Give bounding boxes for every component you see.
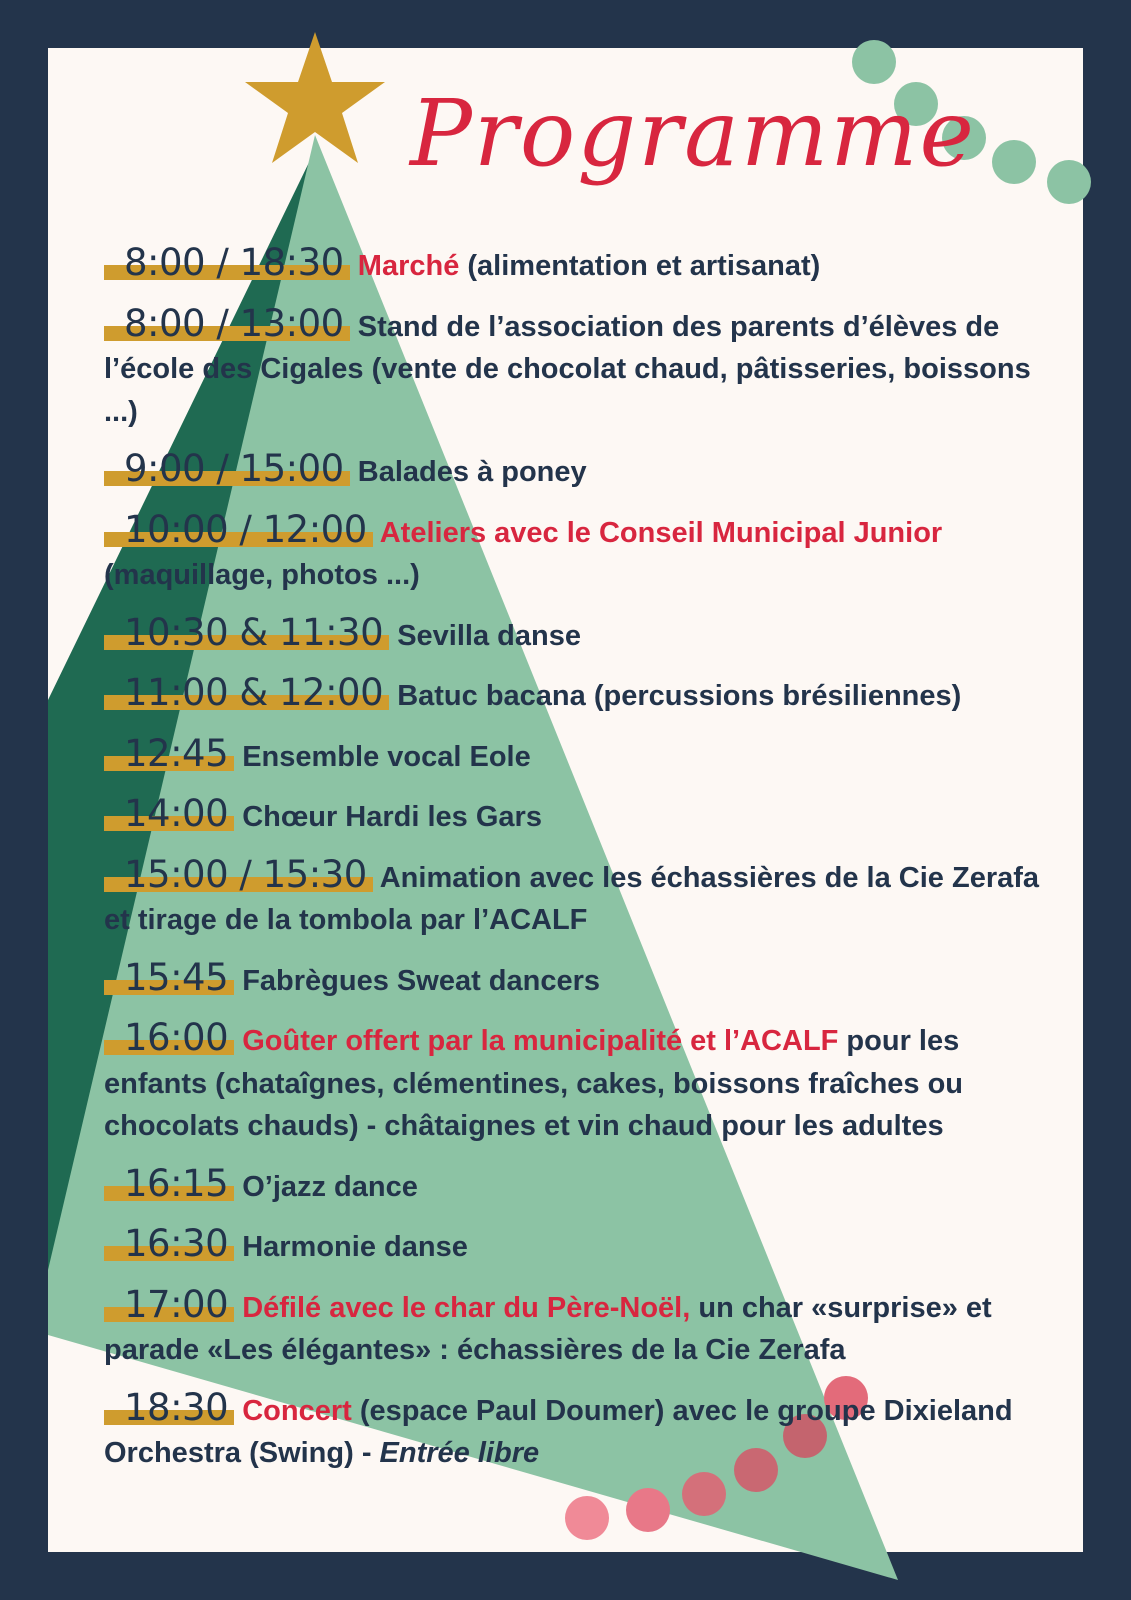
program-time: 16:00 bbox=[104, 1017, 234, 1059]
program-highlight: Concert bbox=[242, 1394, 352, 1427]
program-description: Animation avec les échassières de la Cie Zerafa et tirage de la tombola par l’ACALF bbox=[104, 861, 1040, 936]
program-time: 11:00 & 12:00 bbox=[104, 672, 389, 714]
program-entry bbox=[104, 509, 1044, 597]
program-time: 9:00 / 15:00 bbox=[104, 448, 350, 490]
program-entry bbox=[104, 303, 1044, 434]
program-description: Stand de l’association des parents d’élèves de l’école des Cigales (vente de chocolat chaud, pâtisseries, boissons ...) bbox=[104, 310, 1031, 428]
program-description: Batuc bacana (percussions brésiliennes) bbox=[397, 680, 962, 712]
program-entry bbox=[104, 612, 1044, 658]
program-entry bbox=[104, 1284, 1044, 1372]
program-description: Chœur Hardi les Gars bbox=[242, 801, 542, 833]
program-description: O’jazz dance bbox=[242, 1170, 418, 1203]
program-entry bbox=[104, 793, 1044, 839]
program-entry bbox=[104, 448, 1044, 494]
program-entry bbox=[104, 733, 1044, 779]
program-entry bbox=[104, 1163, 1044, 1209]
program-entry bbox=[104, 957, 1044, 1003]
program-description: pour les enfants (chataîgnes, clémentines, cakes, boissons fraîches ou chocolats chauds) - châtaignes et vin chaud pour les adultes bbox=[104, 1025, 964, 1142]
program-highlight: Goûter offert par la municipalité et l’ACALF bbox=[242, 1025, 839, 1057]
program-highlight: Marché bbox=[357, 250, 460, 282]
program-description: Sevilla danse bbox=[397, 619, 581, 652]
program-time: 15:00 / 15:30 bbox=[104, 854, 373, 896]
program-highlight: Défilé avec le char du Père-Noël, bbox=[242, 1291, 691, 1324]
program-description: Fabrègues Sweat dancers bbox=[242, 964, 601, 997]
program-description: Ensemble vocal Eole bbox=[242, 740, 531, 773]
program-description: (alimentation et artisanat) bbox=[459, 250, 821, 282]
program-time: 12:45 bbox=[104, 733, 234, 775]
program-entry bbox=[104, 1387, 1044, 1475]
program-time: 8:00 / 13:00 bbox=[104, 303, 350, 345]
program-entry bbox=[104, 1017, 1044, 1148]
program-description: (espace Paul Doumer) avec le groupe Dixieland Orchestra (Swing) - bbox=[104, 1394, 1013, 1469]
program-time: 14:00 bbox=[104, 793, 234, 835]
program-time: 8:00 / 18:30 bbox=[104, 242, 350, 284]
program-time: 10:00 / 12:00 bbox=[104, 509, 373, 551]
program-italic-note: Entrée libre bbox=[379, 1437, 540, 1469]
program-time: 16:15 bbox=[104, 1163, 234, 1205]
program-description: un char «surprise» et parade «Les élégantes» : échassières de la Cie Zerafa bbox=[104, 1291, 992, 1366]
program-time: 18:30 bbox=[104, 1387, 234, 1429]
program-entry bbox=[104, 672, 1044, 718]
program-time: 10:30 & 11:30 bbox=[104, 612, 389, 654]
program-description: Harmonie danse bbox=[242, 1231, 468, 1263]
program-highlight: Ateliers avec le Conseil Municipal Junior bbox=[379, 516, 943, 549]
program-time: 17:00 bbox=[104, 1284, 234, 1326]
program-description: (maquillage, photos ...) bbox=[104, 559, 420, 591]
program-entry bbox=[104, 854, 1044, 942]
program-entry bbox=[104, 242, 1044, 288]
program-description: Balades à poney bbox=[357, 456, 587, 488]
program-entry bbox=[104, 1223, 1044, 1269]
program-time: 16:30 bbox=[104, 1223, 234, 1265]
program-time: 15:45 bbox=[104, 957, 234, 999]
program-list bbox=[104, 242, 1044, 1490]
page-title: Programme bbox=[410, 80, 976, 187]
